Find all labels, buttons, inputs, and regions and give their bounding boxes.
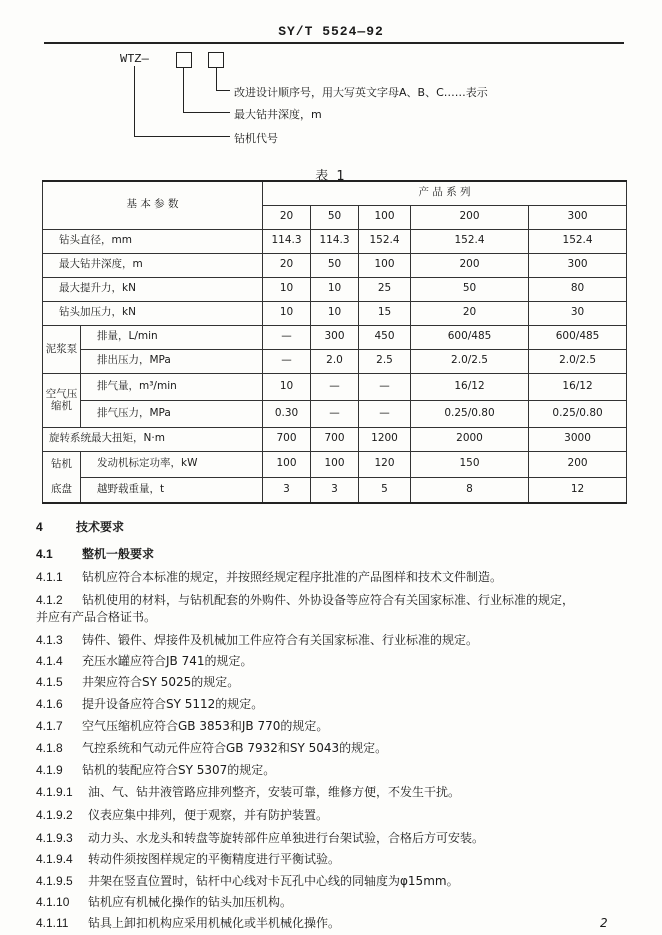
clause: 4.1.5 井架应符合SY 5025的规定。 — [36, 675, 240, 689]
rig-code-label: 钻机代号 — [234, 132, 278, 145]
table-row: 底盘 越野载重量，t 3 3 5 8 12 — [43, 477, 627, 503]
carrier-group-top: 钻机 — [43, 451, 81, 477]
leader-line — [183, 112, 230, 113]
clause: 4.1.11 钻具上卸扣机构应采用机械化或半机械化操作。 — [36, 916, 341, 930]
clause: 4.1.9.2 仪表应集中排列，便于观察，并有防护装置。 — [36, 808, 329, 822]
leader-line — [216, 68, 217, 90]
depth-label: 最大钻井深度，m — [234, 108, 322, 121]
clause: 4.1.9.3 动力头、水龙头和转盘等旋转部件应单独进行台架试验，合格后方可安装。 — [36, 831, 485, 845]
clause: 4.1.10 钻机应有机械化操作的钻头加压机构。 — [36, 895, 293, 909]
clause: 4.1.9.5 井架在竖直位置时，钻杆中心线对卡瓦孔中心线的同轴度为φ15mm。 — [36, 874, 459, 888]
leader-line — [183, 68, 184, 112]
air-compressor-group: 空气压缩机 — [43, 373, 81, 427]
section-heading: 4.1 整机一般要求 — [36, 547, 155, 561]
series-cell: 200 — [411, 205, 529, 229]
standard-number: SY/T 5524—92 — [278, 24, 384, 39]
clause: 4.1.9.4 转动件须按图样规定的平衡精度进行平衡试验。 — [36, 852, 341, 866]
design-seq-label: 改进设计顺序号，用大写英文字母A、B、C……表示 — [234, 86, 488, 99]
table-row: 最大钻井深度，m 20 50 100 200 300 — [43, 253, 627, 277]
spec-table — [42, 180, 627, 504]
header-rule — [44, 42, 624, 44]
clause: 4.1.6 提升设备应符合SY 5112的规定。 — [36, 697, 264, 711]
section-heading: 4 技术要求 — [36, 520, 125, 534]
clause: 4.1.8 气控系统和气动元件应符合GB 7932和SY 5043的规定。 — [36, 741, 388, 755]
table-caption: 表 1 — [315, 169, 347, 184]
clause: 4.1.1 钻机应符合本标准的规定，并按照经规定程序批准的产品图样和技术文件制造。 — [36, 570, 503, 584]
series-cell: 100 — [359, 205, 411, 229]
model-code-diagram — [120, 52, 620, 152]
clause: 4.1.9 钻机的装配应符合SY 5307的规定。 — [36, 763, 276, 777]
header-basic-params: 基 本 参 数 — [43, 181, 263, 229]
leader-line — [134, 66, 135, 136]
table-row: 排气压力，MPa 0.30 — — 0.25/0.80 0.25/0.80 — [43, 400, 627, 427]
table-row: 空气压缩机 排气量，m³/min 10 — — 16/12 16/12 — [43, 373, 627, 400]
table-row: 钻机 发动机标定功率，kW 100 100 120 150 200 — [43, 451, 627, 477]
clause: 4.1.4 充压水罐应符合JB 741的规定。 — [36, 654, 253, 668]
page-number: 2 — [600, 916, 608, 930]
series-cell: 20 — [263, 205, 311, 229]
leader-line — [216, 90, 230, 91]
model-prefix: WTZ— — [120, 52, 149, 66]
clause: 4.1.2 钻机使用的材料，与钻机配套的外购件、外协设备等应符合有关国家标准、行业标准的规定， — [36, 593, 575, 607]
leader-line — [134, 136, 230, 137]
table-row: 泥浆泵 排量，L/min — 300 450 600/485 600/485 — [43, 325, 627, 349]
table-row: 最大提升力，kN 10 10 25 50 80 — [43, 277, 627, 301]
series-cell: 300 — [529, 205, 627, 229]
clause: 4.1.3 铸件、锻件、焊接件及机械加工件应符合有关国家标准、行业标准的规定。 — [36, 633, 479, 647]
table-row: 钻头加压力，kN 10 10 15 20 30 — [43, 301, 627, 325]
clause: 4.1.7 空气压缩机应符合GB 3853和JB 770的规定。 — [36, 719, 329, 733]
table-row: 旋转系统最大扭矩，N·m 700 700 1200 2000 3000 — [43, 427, 627, 451]
mud-pump-group: 泥浆泵 — [43, 325, 81, 373]
table-row: 钻头直径，mm 114.3 114.3 152.4 152.4 152.4 — [43, 229, 627, 253]
series-cell: 50 — [311, 205, 359, 229]
design-seq-box — [208, 52, 224, 68]
clause-continuation: 并应有产品合格证书。 — [36, 610, 157, 624]
table-row: 排出压力，MPa — 2.0 2.5 2.0/2.5 2.0/2.5 — [43, 349, 627, 373]
carrier-group-bottom: 底盘 — [43, 477, 81, 503]
header-product-series: 产 品 系 列 — [263, 181, 627, 205]
clause: 4.1.9.1 油、气、钻井液管路应排列整齐，安装可靠，维修方便，不发生干扰。 — [36, 785, 461, 799]
depth-box — [176, 52, 192, 68]
